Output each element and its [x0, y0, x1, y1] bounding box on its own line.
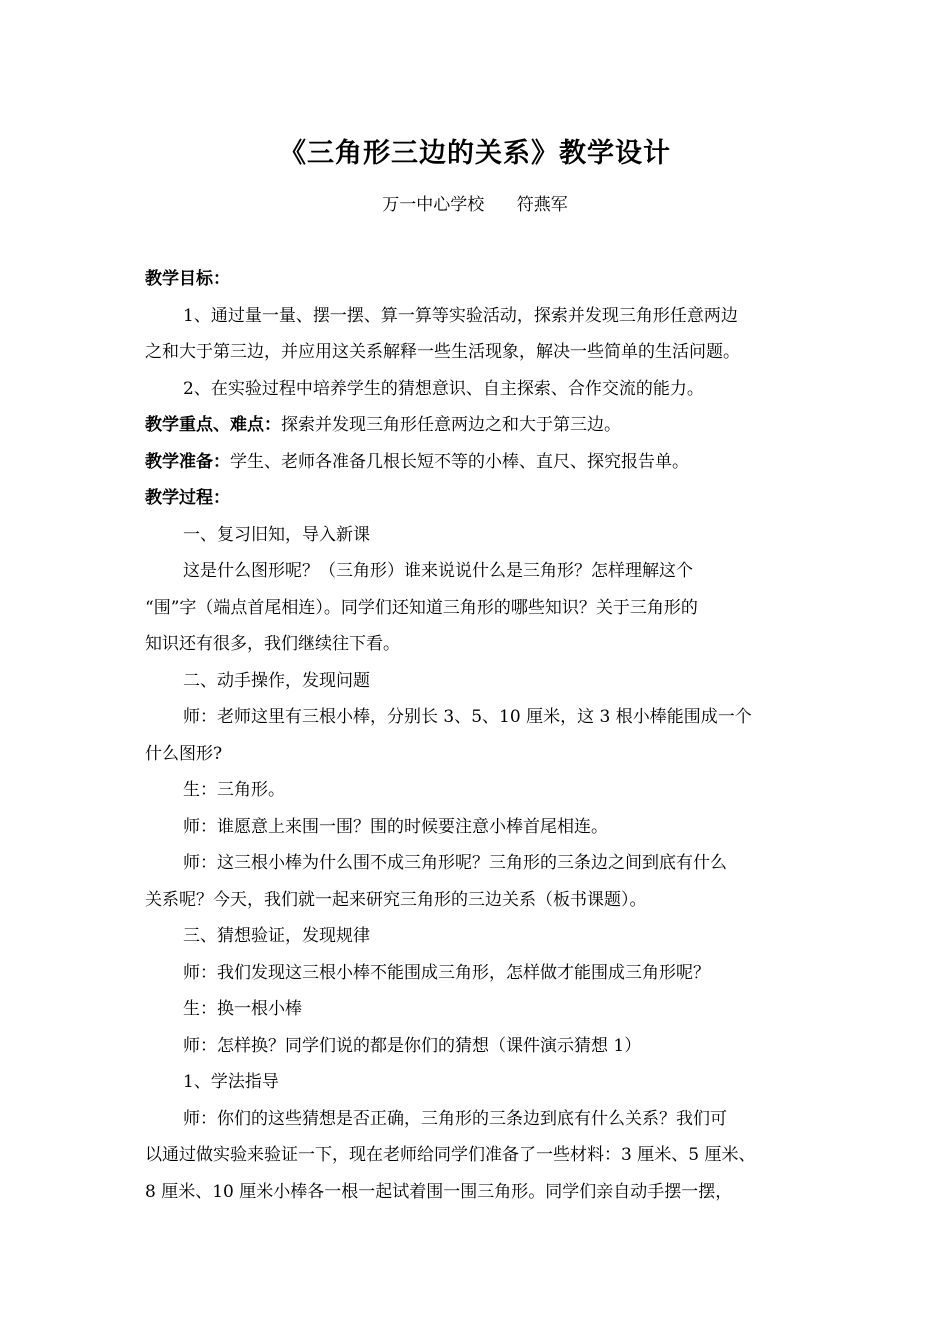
keypoints-paragraph: [145, 407, 821, 444]
part-1-title: 一、复习旧知，导入新课: [183, 524, 370, 545]
part-3-p1: 师：我们发现这三根小棒不能围成三角形，怎样做才能围成三角形呢？: [183, 962, 710, 983]
goals-heading-text: 教学目标：: [145, 269, 230, 289]
goal-2: 2、在实验过程中培养学生的猜想意识、自主探索、合作交流的能力。: [183, 378, 704, 399]
prep-paragraph: [145, 444, 821, 481]
document-title: 《三角形三边的关系》教学设计: [279, 138, 671, 169]
part-2-p4-line-1: 师：这三根小棒为什么围不成三角形呢？三角形的三条边之间到底有什么: [183, 853, 727, 873]
part-3-p4-line-3: 8 厘米、10 厘米小棒各一根一起试着围一围三角形。同学们亲自动手摆一摆，: [145, 1181, 733, 1202]
part-3-p4-line-1: 师：你们的这些猜想是否正确，三角形的三条边到底有什么关系？我们可: [183, 1108, 727, 1129]
part-2-p4-line-2: 关系呢？今天，我们就一起来研究三角形的三边关系（板书课题）。: [145, 889, 647, 910]
part-3-subheading-1: 1、学法指导: [183, 1072, 279, 1092]
part-3-p2: 生：换一根小棒: [183, 999, 302, 1019]
part-2-p1-line-2: 什么图形?: [145, 743, 223, 764]
document-body: [145, 261, 821, 1210]
process-heading-text: 教学过程：: [145, 488, 230, 508]
goals-heading: [145, 261, 821, 298]
part-3-title: 三、猜想验证，发现规律: [183, 926, 370, 946]
prep-heading: 教学准备：: [145, 451, 230, 472]
prep-text: 学生、老师各准备几根长短不等的小棒、直尺、探究报告单。: [230, 451, 689, 472]
goal-1-line-1: 1、通过量一量、摆一摆、算一算等实验活动，探索并发现三角形任意两边: [183, 305, 738, 326]
part-2-p1-line-1: 师：老师这里有三根小棒，分别长 3、5、10 厘米，这 3 根小棒能围成一个: [183, 707, 752, 727]
part-2-p3: 师：谁愿意上来围一围？围的时候要注意小棒首尾相连。: [183, 816, 608, 837]
part-2-title: 二、动手操作，发现问题: [183, 670, 370, 691]
part-2-p2: 生：三角形。: [183, 780, 285, 800]
goal-1-line-2: 之和大于第三边，并应用这关系解释一些生活现象，解决一些简单的生活问题。: [145, 342, 740, 362]
process-heading: [145, 480, 821, 517]
part-1-p1-line-3: 知识还有很多，我们继续往下看。: [145, 634, 400, 654]
keypoints-text: 探索并发现三角形任意两边之和大于第三边。: [281, 415, 621, 435]
part-1-p1-line-2: “围”字（端点首尾相连）。同学们还知道三角形的哪些知识？关于三角形的: [145, 597, 698, 618]
keypoints-heading: 教学重点、难点：: [145, 415, 281, 435]
part-3-p4-line-2: 以通过做实验来验证一下，现在老师给同学们准备了一些材料：3 厘米、5 厘米、: [145, 1145, 756, 1165]
part-3-p3: 师：怎样换？同学们说的都是你们的猜想（课件演示猜想 1）: [183, 1035, 642, 1056]
document-author: 万一中心学校 符燕军: [382, 195, 568, 215]
part-1-p1-line-1: 这是什么图形呢？（三角形）谁来说说什么是三角形？怎样理解这个: [183, 561, 693, 581]
